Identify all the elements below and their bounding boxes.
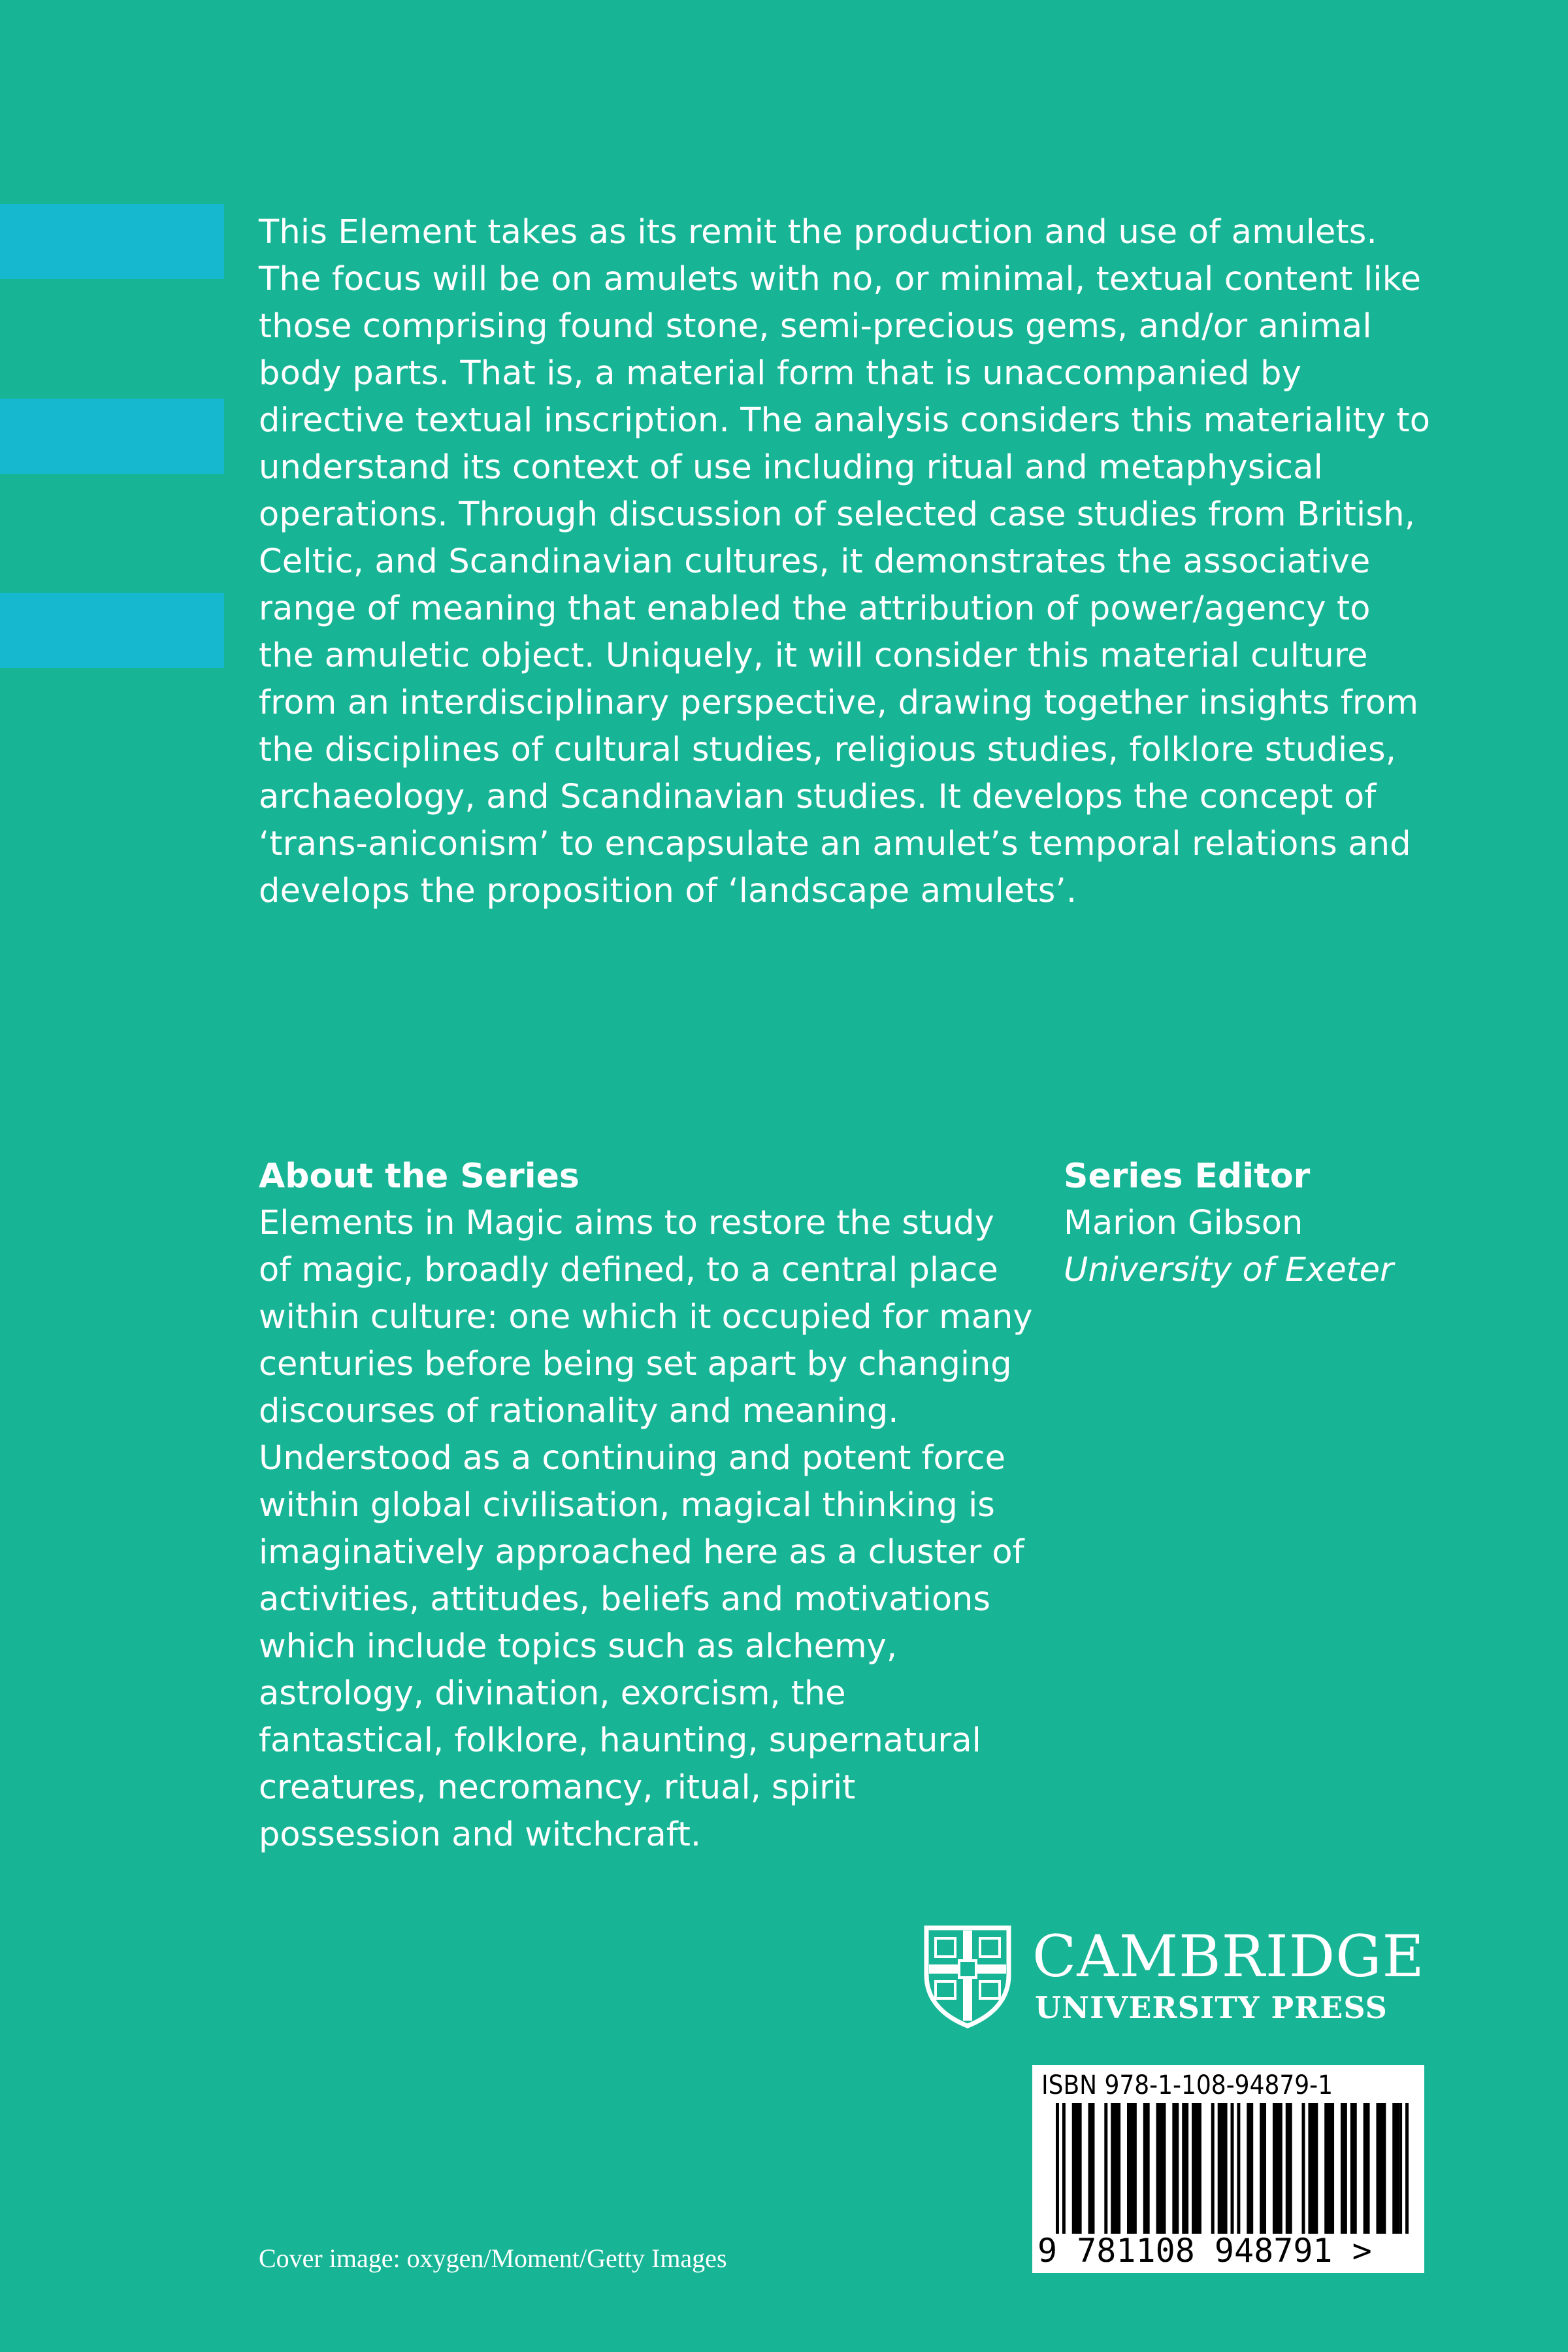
barcode-bar (1324, 2103, 1334, 2234)
accent-bar-bottom (0, 593, 224, 668)
barcode-bar (1247, 2103, 1253, 2234)
barcode-bar (1056, 2103, 1059, 2234)
barcode-bar (1111, 2103, 1120, 2234)
barcode-bar (1143, 2103, 1150, 2234)
barcode-bar (1376, 2103, 1386, 2234)
barcode-bar (1399, 2103, 1402, 2234)
publisher-logo (923, 1924, 1427, 2029)
isbn-number: ISBN 978-1-108-94879-1 (1041, 2070, 1333, 2100)
barcode-bar (1104, 2103, 1107, 2234)
barcode-bar (1072, 2103, 1082, 2234)
barcode-bar (1392, 2103, 1399, 2234)
barcode-bar (1405, 2103, 1409, 2234)
barcode-bar (1218, 2103, 1228, 2234)
series-editor-affiliation: University of Exeter (1064, 1251, 1394, 1289)
accent-bar-middle (0, 399, 224, 474)
book-blurb: This Element takes as its remit the production and use of amulets. The focus will be on amulets with no, or minimal, textual content like those comprising found stone, semi-precious gems, and/or animal body parts. That is, a material form that is unaccompanied by directive textual inscription. The analysis considers this materiality to understand its context of use including ritual and metaphysical operations. Through discussion of selected case studies from British, Celtic, and Scandinavian cultures, it demonstrates the associative range of meaning that enabled the attribution of power/agency to the amuletic object. Uniquely, it will consider this material culture from an interdisciplinary perspective, drawing together insights from the disciplines of cultural studies, religious studies, folklore studies, archaeology, and Scandinavian studies. It develops the concept of ‘trans-aniconism’ to encapsulate an amulet’s temporal relations and develops the proposition of ‘landscape amulets’. (259, 213, 1431, 910)
barcode-bar (1182, 2103, 1188, 2234)
cover-image-credit: Cover image: oxygen/Moment/Getty Images (259, 2244, 727, 2273)
barcode-bar (1308, 2103, 1318, 2234)
barcode-digits: 9 781108 948791 > (1037, 2232, 1372, 2270)
barcode-bar (1211, 2103, 1215, 2234)
barcode-bar (1260, 2103, 1266, 2234)
barcode-bar (1156, 2103, 1166, 2234)
barcode-bar (1088, 2103, 1095, 2234)
barcode-bar (1341, 2103, 1347, 2234)
series-editor-name: Marion Gibson (1064, 1204, 1303, 1242)
barcode-bar (1350, 2103, 1357, 2234)
isbn-barcode (1032, 2065, 1424, 2273)
barcode-bar (1231, 2103, 1234, 2234)
about-series-heading: About the Series (259, 1157, 580, 1196)
publisher-name: CAMBRIDGE (1032, 1923, 1425, 1990)
barcode-bar (1062, 2103, 1066, 2234)
barcode-bar (1192, 2103, 1201, 2234)
barcode-bar (1172, 2103, 1179, 2234)
about-series-text: Elements in Magic aims to restore the study of magic, broadly defined, to a central place within culture: one which it occupied for many centuries before being set apart by changing discourses of rationality and meaning. Understood as a continuing and potent force within global civilisation, magical thinking is imaginatively approached here as a cluster of activities, attitudes, beliefs and motivations which include topics such as alchemy, astrology, divination, exorcism, the fantastical, folklore, haunting, supernatural creatures, necromancy, ritual, spirit possession and witchcraft. (259, 1204, 1033, 1854)
barcode-bar (1286, 2103, 1292, 2234)
barcode-bar (1302, 2103, 1305, 2234)
barcode-bar (1364, 2103, 1370, 2234)
barcode-bar (1237, 2103, 1240, 2234)
publisher-subname: UNIVERSITY PRESS (1035, 1990, 1388, 2025)
series-editor-heading: Series Editor (1064, 1157, 1311, 1196)
accent-bar-top (0, 204, 224, 279)
barcode-bars (1056, 2103, 1409, 2234)
university-shield-icon (923, 1924, 1013, 2029)
barcode-bar (1127, 2103, 1137, 2234)
barcode-bar (1273, 2103, 1282, 2234)
